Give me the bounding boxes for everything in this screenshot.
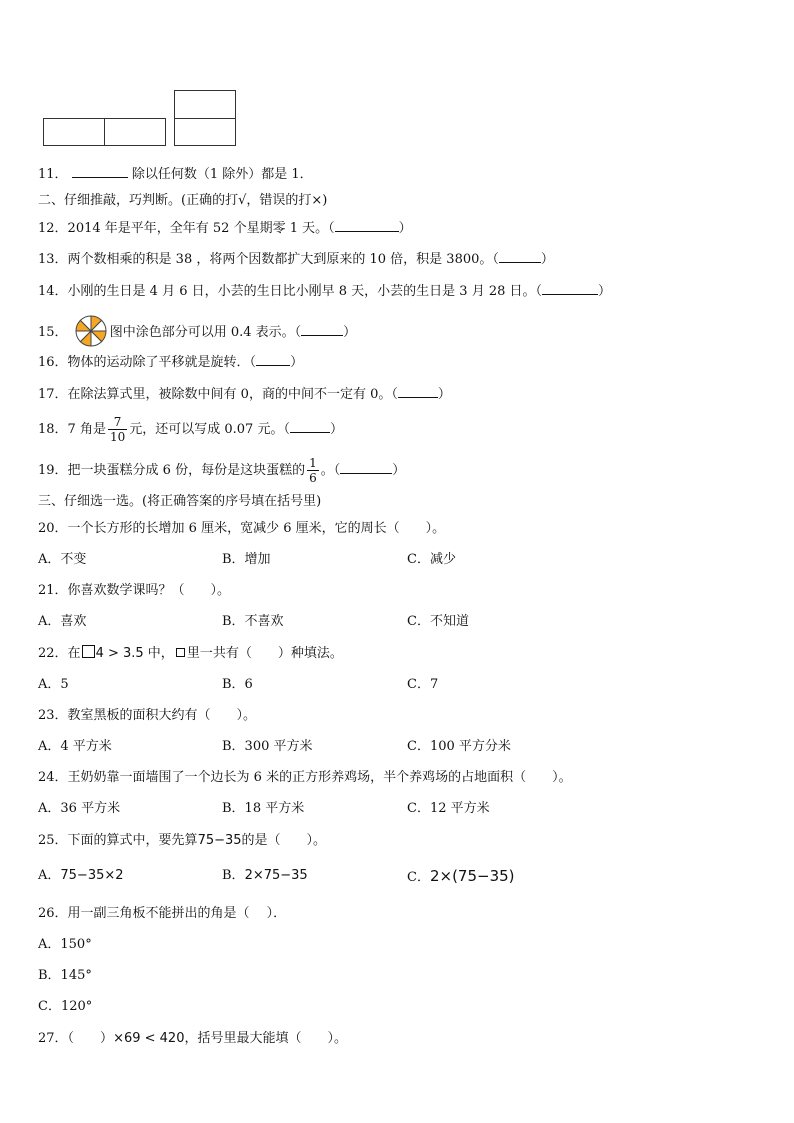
fraction [307,456,319,485]
question-number: 23． [38,708,68,723]
fraction-denominator: 10 [109,430,126,444]
question-text: 教室黑板的面积大约有（ ）。 [67,708,257,723]
close-paren: ） [343,325,357,340]
question-text: 7 角是 [67,422,106,437]
option-c[interactable]: C．12 平方米 [407,801,490,816]
option-b[interactable]: B．6 [222,677,253,692]
question-text: 2014 年是平年，全年有 52 个星期零 1 天。（ [67,221,335,236]
question-number: 18． [38,422,68,437]
option-c[interactable]: C．减少 [407,552,456,567]
question-number: 19． [38,463,68,478]
answer-blank[interactable] [72,165,128,178]
question-text-rest: 。（ [320,463,341,478]
option-b[interactable]: B．18 平方米 [222,801,305,816]
question-number: 16． [38,355,68,370]
question-20 [38,520,445,540]
inequality-expression: ×69 < 420 [113,1031,185,1046]
question-21 [38,582,230,602]
close-paren: ） [598,284,612,299]
inequality-expression: 4 > 3.5 中， [95,646,174,661]
option-c[interactable]: C．7 [407,677,439,692]
option-letter: C． [407,870,430,885]
question-number: 22． [38,646,68,661]
answer-blank[interactable] [301,323,343,336]
answer-blank[interactable] [499,250,541,263]
close-paren: ） [290,355,304,370]
question-text: 用一副三角板不能拼出的角是（ ）． [67,906,287,921]
question-15 [38,314,356,338]
answer-blank[interactable] [290,420,330,433]
question-text-rest: 的是（ ）。 [241,833,327,848]
question-text: 下面的算式中，要先算 [67,833,198,848]
math-expression: 75−35 [197,833,242,848]
option-c[interactable] [407,867,515,887]
question-text-rest: ，括号里最大能填（ ）。 [184,1031,347,1046]
close-paren: ） [329,422,343,437]
close-paren: ） [437,387,451,402]
question-text: 物体的运动除了平移就是旋转．（ [67,355,257,370]
pie-chart-icon [74,314,108,348]
option-letter: A． [38,868,61,883]
close-paren: ） [392,463,406,478]
option-b[interactable]: B．增加 [222,552,271,567]
question-19 [38,454,405,488]
question-number: 17． [38,387,68,402]
option-c[interactable]: C．100 平方分米 [407,739,511,754]
question-27 [38,1030,347,1050]
option-b[interactable] [222,867,308,885]
net-square-1 [43,118,105,146]
question-17 [38,385,451,405]
question-number: 11． [38,167,68,182]
question-text: 你喜欢数学课吗？（ ）。 [67,583,231,598]
question-text: 除以任何数（1 除外）都是 1． [131,167,313,182]
net-square-4 [174,118,236,146]
question-12 [38,219,412,239]
question-number: 14． [38,284,68,299]
question-23 [38,707,256,727]
question-number: 20． [38,521,68,536]
question-number: 13． [38,252,68,267]
net-square-2 [104,118,166,146]
option-expression: 2×75−35 [244,868,308,883]
question-text-rest: 里一共有（ ）种填法。 [186,646,343,661]
option-a[interactable]: A．150° [38,937,92,952]
question-24 [38,769,572,789]
question-number: 27． [38,1031,68,1046]
option-a[interactable]: A．不变 [38,552,87,567]
question-13 [38,250,554,270]
question-text: 在 [67,646,81,661]
option-c[interactable]: C．不知道 [407,614,469,629]
question-18 [38,413,343,447]
option-a[interactable] [38,867,124,885]
option-a[interactable]: A．4 平方米 [38,739,112,754]
question-number: 15． [38,325,68,340]
question-16 [38,353,303,373]
option-b[interactable]: B．300 平方米 [222,739,313,754]
close-paren: ） [398,221,412,236]
question-number: 25． [38,833,68,848]
option-a[interactable]: A．喜欢 [38,614,87,629]
question-22 [38,645,343,665]
question-11 [38,165,313,185]
question-text: 王奶奶靠一面墙围了一个边长为 6 米的正方形养鸡场，半个养鸡场的占地面积（ ）。 [67,770,572,785]
fraction [108,415,127,444]
question-25 [38,832,326,852]
option-expression: 2×(75−35) [429,867,515,885]
option-b[interactable]: B．145° [38,968,92,983]
option-expression: 75−35×2 [60,868,124,883]
net-square-3 [174,90,236,119]
section-3-heading: 三、仔细选一选。(将正确答案的序号填在括号里) [38,494,322,509]
option-b[interactable]: B．不喜欢 [222,614,284,629]
fraction-numerator: 7 [108,415,127,430]
fraction-denominator: 6 [309,471,317,485]
question-14 [38,282,611,302]
question-number: 24． [38,770,68,785]
question-text: 图中涂色部分可以用 0.4 表示。（ [109,325,302,340]
small-square-icon [176,648,185,657]
question-text: 两个数相乘的积是 38 ，将两个因数都扩大到原来的 10 倍，积是 3800。（ [67,252,499,267]
answer-paren[interactable]: （ ） [67,1031,114,1046]
question-text: 在除法算式里，被除数中间有 0，商的中间不一定有 0。（ [67,387,398,402]
option-letter: B． [222,868,245,883]
answer-blank[interactable] [340,461,392,474]
question-number: 21． [38,583,68,598]
close-paren: ） [540,252,554,267]
cube-net-figure [0,0,794,160]
question-text: 把一块蛋糕分成 6 份，每份是这块蛋糕的 [67,463,306,478]
answer-blank[interactable] [335,219,399,232]
section-2-heading: 二、仔细推敲，巧判断。(正确的打√，错误的打×) [38,193,328,208]
fraction-numerator: 1 [309,456,317,470]
question-text: 一个长方形的长增加 6 厘米，宽减少 6 厘米，它的周长（ ）。 [67,521,446,536]
question-number: 12． [38,221,68,236]
option-a[interactable]: A．36 平方米 [38,801,121,816]
question-text-rest: 元，还可以写成 0.07 元。（ [129,422,290,437]
answer-blank[interactable] [542,282,598,295]
question-text: 小刚的生日是 4 月 6 日，小芸的生日比小刚早 8 天，小芸的生日是 3 月 28 日。（ [67,284,542,299]
option-a[interactable]: A．5 [38,677,69,692]
question-number: 26． [38,906,68,921]
answer-blank[interactable] [398,385,438,398]
question-26 [38,905,286,925]
answer-blank[interactable] [256,353,290,366]
empty-square-icon [82,645,95,658]
option-c[interactable]: C．120° [38,999,93,1014]
